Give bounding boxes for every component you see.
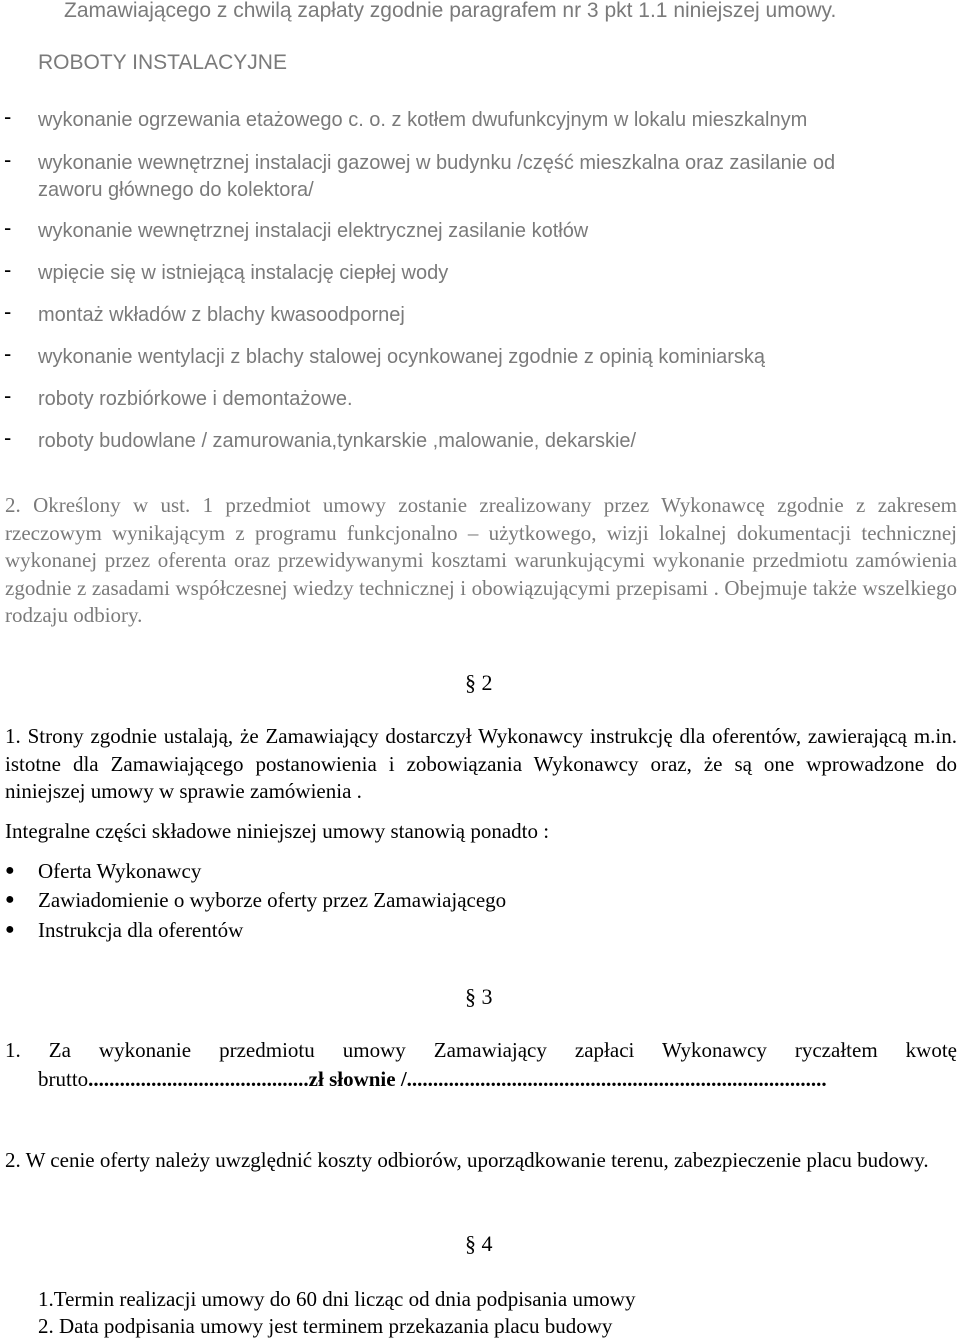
section-title: ROBOTY INSTALACYJNE (38, 51, 287, 74)
dash-marker: - (4, 257, 12, 282)
paragraph-heading-4 (465, 1231, 493, 1257)
currency-words-label: zł słownie / (308, 1067, 407, 1091)
paragraph-number: 4 (481, 1231, 493, 1256)
dash-marker: - (4, 104, 12, 129)
list-item-text: roboty budowlane / zamurowania,tynkarskie ,malowanie, dekarskie/ (38, 430, 637, 452)
par3-point-1-line-2 (38, 1065, 827, 1093)
list-item-text: wykonanie ogrzewania etażowego c. o. z kotłem dwufunkcyjnym w lokalu mieszkalnym (38, 109, 808, 131)
paragraph-number: 3 (481, 984, 493, 1009)
point-2-paragraph: 2. Określony w ust. 1 przedmiot umowy zostanie zrealizowany przez Wykonawcę zgodnie z zakresem rzeczowym wynikającym z programu funkcjonalno – użytkowego, wizji lokalnej dokumentacji technicznej wykonanej przez oferenta oraz przewidywanymi kosztami warunkującymi wykonanie przedmiotu zamówienia zgodnie z zasadami współczesnej wiedzy technicznej i obowiązującymi przepisami . Obejmuje także wszelkiego rodzaju odbiory. (5, 493, 957, 627)
par2-point-1: 1. Strony zgodnie ustalają, że Zamawiający dostarczył Wykonawcy instrukcję dla oferentów, zawierającą m.in. istotne dla Zamawiającego postanowienia i zobowiązania Wykonawcy oraz, że są one wprowadzone do niniejszej umowy w sprawie zamówienia . (5, 724, 957, 803)
paragraph-symbol: § (465, 670, 476, 695)
list-item-text: montaż wkładów z blachy kwasoodpornej (38, 304, 405, 326)
brutto-label: brutto (38, 1067, 89, 1091)
dash-marker: - (4, 215, 12, 240)
list-item-text: roboty rozbiórkowe i demontażowe. (38, 388, 353, 410)
header-line: Zamawiającego z chwilą zapłaty zgodnie paragrafem nr 3 pkt 1.1 niniejszej umowy. (64, 0, 837, 22)
paragraph-symbol: § (465, 1231, 476, 1256)
bullet-icon: ● (5, 921, 15, 938)
par3-point-2: 2. W cenie oferty należy uwzględnić koszty odbiorów, uporządkowanie terenu, zabezpieczenie placu budowy. (5, 1148, 929, 1172)
dash-marker: - (4, 383, 12, 408)
amount-dots: .......................................... (88, 1067, 309, 1091)
list-item-text: wpięcie się w istniejącą instalację ciepłej wody (38, 262, 449, 284)
bullet-icon: ● (5, 862, 15, 879)
integral-intro: Integralne części składowe niniejszej umowy stanowią ponadto : (5, 819, 550, 843)
list-item-text: wykonanie wentylacji z blachy stalowej ocynkowanej zgodnie z opinią kominiarską (38, 346, 766, 368)
dash-marker: - (4, 425, 12, 450)
paragraph-heading-2 (465, 670, 493, 696)
dash-marker: - (4, 341, 12, 366)
paragraph-number: 2 (481, 670, 493, 695)
list-item-text: wykonanie wewnętrznej instalacji gazowej w budynku /część mieszkalna oraz zasilanie od (38, 152, 836, 174)
list-item-text: Zawiadomienie o wyborze oferty przez Zamawiającego (38, 888, 507, 912)
paragraph-symbol: § (465, 984, 476, 1009)
dash-marker: - (4, 147, 12, 172)
par3-point-1-line-1: 1. Za wykonanie przedmiotu umowy Zamawiający zapłaci Wykonawcy ryczałtem kwotę (5, 1038, 957, 1062)
list-item-text: wykonanie wewnętrznej instalacji elektrycznej zasilanie kotłów (38, 220, 589, 242)
dash-marker: - (4, 299, 12, 324)
list-item: 2. Data podpisania umowy jest terminem przekazania placu budowy (38, 1314, 613, 1338)
bullet-icon: ● (5, 891, 15, 908)
list-item-text-cont: zaworu głównego do kolektora/ (38, 179, 314, 201)
list-item-text: Instrukcja dla oferentów (38, 918, 244, 942)
paragraph-heading-3 (465, 984, 493, 1010)
list-item-text: Oferta Wykonawcy (38, 859, 202, 883)
list-item: 1.Termin realizacji umowy do 60 dni licząc od dnia podpisania umowy (38, 1287, 636, 1311)
words-dots: ................................................................................ (406, 1067, 827, 1091)
